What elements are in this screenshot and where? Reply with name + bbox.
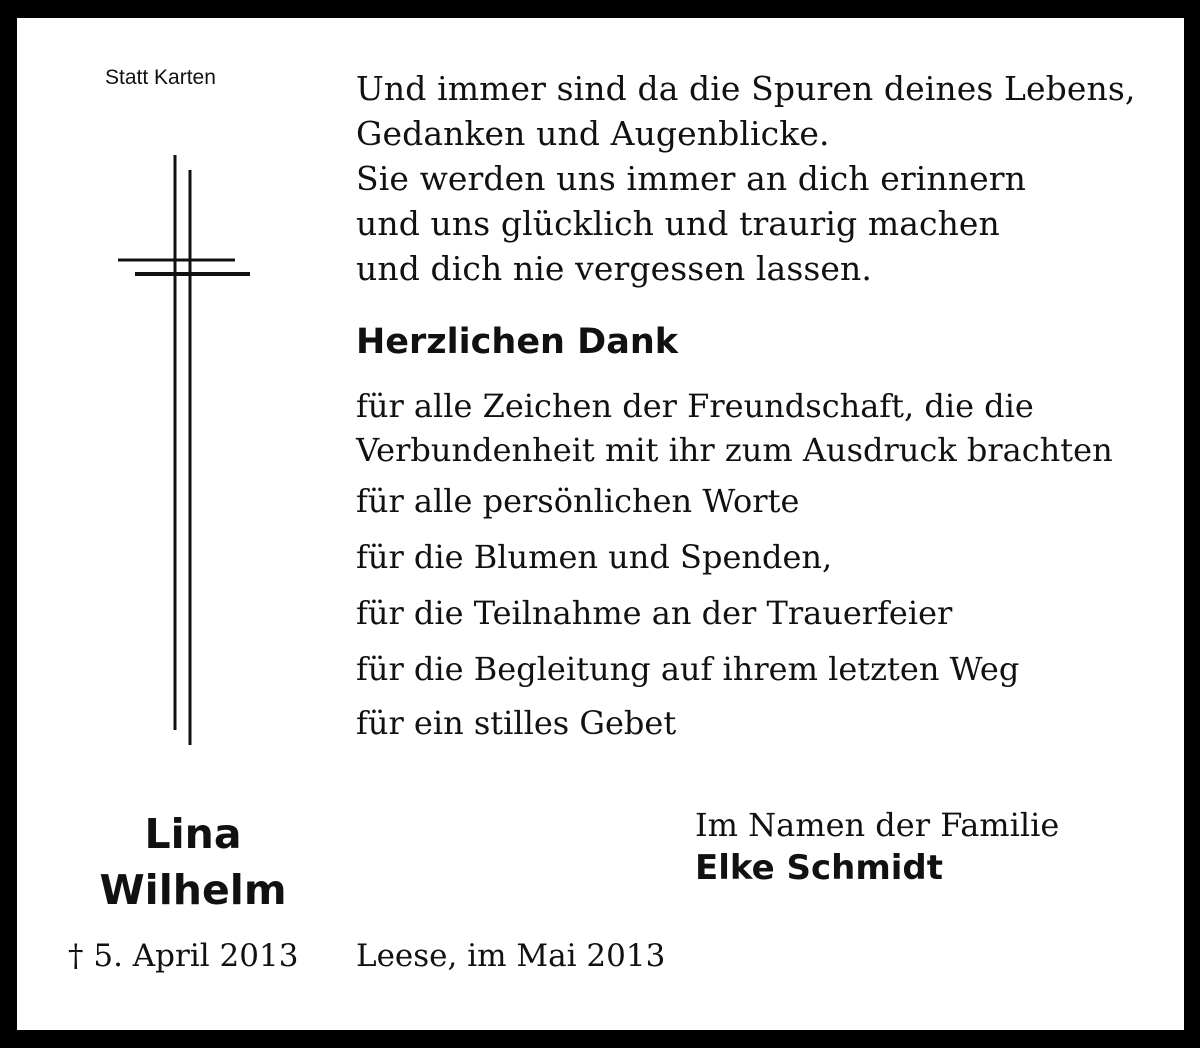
thanks-line: für die Blumen und Spenden, — [356, 538, 833, 576]
statt-karten-label: Statt Karten — [105, 66, 216, 89]
thanks-line: für alle persönlichen Worte — [356, 482, 800, 520]
place-and-date: Leese, im Mai 2013 — [356, 938, 666, 974]
cross-icon — [110, 150, 260, 750]
poem-line: Und immer sind da die Spuren deines Lebens, — [356, 69, 1136, 108]
thanks-line: für die Begleitung auf ihrem letzten Weg — [356, 650, 1020, 688]
poem-text — [356, 66, 1135, 291]
death-date: † 5. April 2013 — [68, 938, 299, 974]
thanks-line: Verbundenheit mit ihr zum Ausdruck brachten — [356, 431, 1113, 469]
poem-line: und dich nie vergessen lassen. — [356, 249, 872, 288]
poem-line: Sie werden uns immer an dich erinnern — [356, 159, 1026, 198]
poem-line: Gedanken und Augenblicke. — [356, 114, 830, 153]
thanks-line: für die Teilnahme an der Trauerfeier — [356, 594, 953, 632]
thanks-heading: Herzlichen Dank — [356, 322, 679, 362]
thanks-line: für ein stilles Gebet — [356, 704, 677, 742]
on-behalf-of-family: Im Namen der Familie — [695, 806, 1060, 844]
poem-line: und uns glücklich und traurig machen — [356, 204, 1000, 243]
thanks-line: für alle Zeichen der Freundschaft, die die — [356, 387, 1034, 425]
deceased-first-name: Lina — [144, 810, 242, 858]
signer-name: Elke Schmidt — [695, 848, 943, 888]
deceased-last-name: Wilhelm — [99, 866, 287, 914]
thanks-paragraph — [356, 384, 1113, 472]
